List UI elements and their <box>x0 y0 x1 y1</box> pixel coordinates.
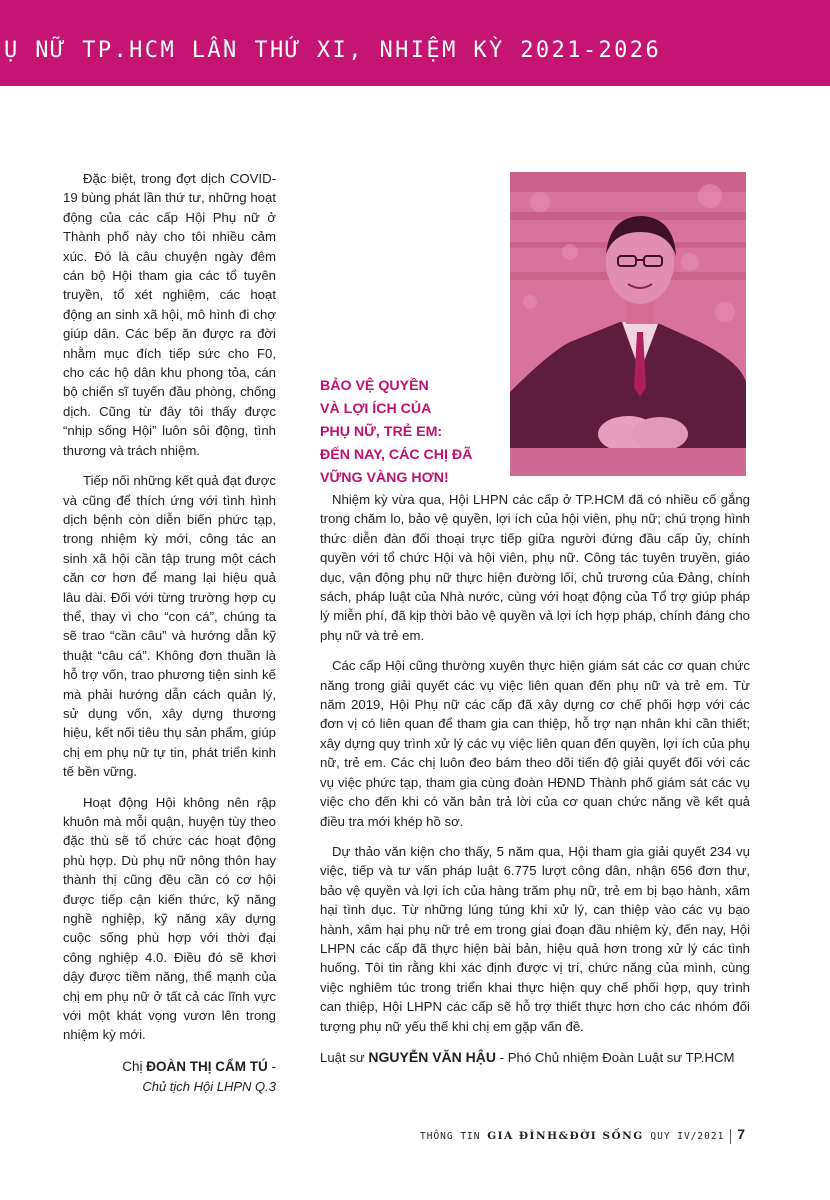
signature-dash: - <box>267 1058 276 1074</box>
signature-name-line <box>63 1056 276 1077</box>
subheading-line: PHỤ NỮ, TRẺ EM: <box>320 424 443 440</box>
magazine-name: GIA ĐÌNH&ĐỜI SỐNG <box>487 1130 644 1142</box>
paragraph: Nhiệm kỳ vừa qua, Hội LHPN các cấp ở TP.HCM đã có nhiều cố gắng trong chăm lo, bảo vệ quyền, lợi ích của hội viên, phụ nữ; chú trọng hình thức diễn đàn đối thoại trực tiếp giữa người đứng đầu cấp ủy, chính quyền với tổ chức Hội và hội viên, phụ nữ. Công tác tuyên truyền, giáo dục, vận động phụ nữ thực hiện đường lối, chủ trương của Đảng, chính sách, pháp luật của Nhà nước, cùng với hoạt động của Tổ trợ giúp pháp lý miễn phí, đã kịp thời bảo vệ quyền và lợi ích hợp pháp, chính đáng cho phụ nữ và trẻ em. <box>320 492 750 643</box>
paragraph: Dự thảo văn kiện cho thấy, 5 năm qua, Hội tham gia giải quyết 234 vụ việc, tiếp và tư vấn pháp luật 6.775 lượt công dân, nhận 656 đơn thư, bảo vệ quyền và lợi ích của hàng trăm phụ nữ, trẻ em bị bạo hành, xâm hại tình dục. Từ những lúng túng khi xử lý, can thiệp vào các vụ bạo hành, xâm hại phụ nữ trẻ em trong giai đoạn đầu nhiệm kỳ, đến nay, Hội LHPN các cấp đã thực hiện bài bản, hiệu quả hơn trong xử lý các tình huống. Tôi tin rằng khi xác định được vị trí, chức năng của mình, cùng việc nghiêm túc trong triển khai thực hiện quy chế phối hợp, quy trình can thiệp, Hội LHPN các cấp sẽ hỗ trợ thiết thực hơn cho các nhóm đối tượng phụ nữ yếu thế khi chị em gặp vấn đề. <box>320 843 750 1034</box>
footer-prefix: THÔNG TIN <box>420 1131 488 1142</box>
page-number: 7 <box>737 1126 746 1142</box>
subheading-line: VÀ LỢI ÍCH CỦA <box>320 401 432 417</box>
signature-name: NGUYỄN VĂN HẬU <box>368 1048 496 1065</box>
footer-divider <box>730 1129 731 1144</box>
signature-left <box>63 1056 276 1096</box>
signature-role: - Phó Chủ nhiệm Đoàn Luật sư TP.HCM <box>496 1049 735 1065</box>
left-column <box>63 169 276 1096</box>
right-column <box>320 490 750 1068</box>
paragraph: Đặc biệt, trong đợt dịch COVID-19 bùng phát lần thứ tư, những hoạt động của các cấp Hội Phụ nữ ở Thành phố này cho tôi nhiều cảm xúc. Đó là câu chuyện ngày đêm cán bộ Hội tham gia các tổ tuyên truyền, tổ xét nghiệm, các hoạt động an sinh xã hội, mô hình đi chợ giúp dân. Các bếp ăn được ra đời nhằm mục đích tiếp sức cho F0, cho các hộ dân khu phong tỏa, cán bộ chiến sĩ tuyến đầu phòng, chống dịch. Cũng từ đây tôi thấy được “nhịp sống Hội” luôn sôi động, tình thương và trách nhiệm. <box>63 171 276 458</box>
issue-label: QUY IV/2021 <box>643 1131 725 1142</box>
subheading <box>320 375 510 490</box>
subheading-line: ĐẾN NAY, CÁC CHỊ ĐÃ <box>320 447 473 463</box>
banner-title: Ụ NỮ TP.HCM LẦN THỨ XI, NHIỆM KỲ 2021-2026 <box>4 38 662 63</box>
signature-name: ĐOÀN THỊ CẨM TÚ <box>146 1058 268 1074</box>
subheading-line: VỮNG VÀNG HƠN! <box>320 470 449 486</box>
portrait-illustration <box>510 172 746 476</box>
paragraph: Các cấp Hội cũng thường xuyên thực hiện giám sát các cơ quan chức năng trong giải quyết các vụ việc liên quan đến phụ nữ và trẻ em. Từ năm 2019, Hội Phụ nữ các cấp đã xây dựng cơ chế phối hợp với các đơn vị có liên quan để tham gia can thiệp, hỗ trợ nạn nhân khi cần thiết; xây dựng quy trình xử lý các vụ việc liên quan đến quyền, lợi ích của phụ nữ, trẻ em. Các chị luôn đeo bám theo dõi tiến độ giải quyết đối với các vụ việc phức tạp, tham gia cùng đoàn HĐND Thành phố giám sát các vụ việc cho đến khi có văn bản trả lời của cơ quan chức năng về kết quả điều tra mới khép hồ sơ. <box>320 658 750 829</box>
header-banner <box>0 0 830 86</box>
subheading-line: BẢO VỆ QUYỀN <box>320 378 429 394</box>
signature-prefix: Chị <box>122 1058 143 1074</box>
signature-prefix: Luật sư <box>320 1049 369 1065</box>
signature-right <box>320 1047 750 1068</box>
signature-role: Chủ tịch Hội LHPN Q.3 <box>142 1078 276 1094</box>
page-footer <box>420 1126 746 1152</box>
portrait-photo <box>510 172 746 476</box>
paragraph: Hoạt động Hội không nên rập khuôn mà mỗi quận, huyện tùy theo đặc thù sẽ tổ chức các hoạt động phù hợp. Dù phụ nữ nông thôn hay thành thị cũng đều cần có cơ hội được tiếp cận kiến thức, kỹ năng nghề nghiệp, kỹ năng xây dựng cuộc sống phù hợp với thời đại công nghiệp 4.0. Điều đó sẽ khơi dậy được tiềm năng, thế mạnh của chị em phụ nữ ở tất cả các lĩnh vực với một khát vọng vươn lên trong nhiệm kỳ mới. <box>63 794 276 1043</box>
paragraph: Tiếp nối những kết quả đạt được và cũng để thích ứng với tình hình dịch bệnh còn diễn biến phức tạp, trong nhiệm kỳ mới, công tác an sinh xã hội cần tập trung một cách căn cơ hơn để mang lại hiệu quả lâu dài. Đối với từng trường hợp cụ thể, thay vì cho “con cá”, chúng ta sẽ trao “cần câu” và hướng dẫn kỹ thuật “câu cá”. Không đơn thuần là hỗ trợ vốn, trao phương tiện sinh kế mà phải hướng dẫn cách quản lý, sử dụng vốn, xây dựng thương hiệu, kết nối tiêu thụ sản phẩm, giúp chị em phụ nữ tự tin, phát triển kinh tế bền vững. <box>63 473 276 780</box>
